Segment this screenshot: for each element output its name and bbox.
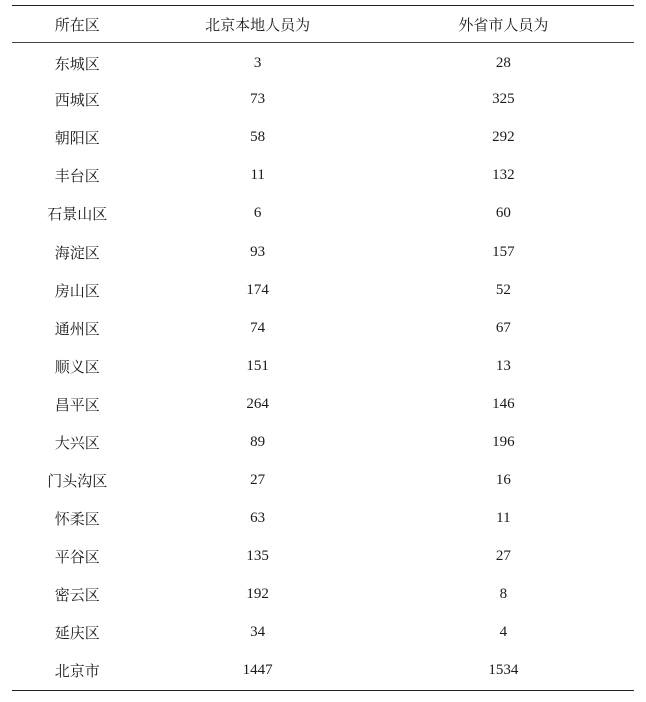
table-row: [12, 119, 634, 157]
cell-district: 丰台区: [54, 169, 100, 186]
cell-district: 顺义区: [54, 359, 100, 376]
cell-district: 怀柔区: [54, 512, 100, 529]
table-row: [12, 500, 634, 538]
cell-beijing-local: 27: [250, 472, 266, 489]
cell-beijing-local: 151: [246, 357, 269, 374]
table-row: [12, 233, 634, 271]
cell-beijing-local: 93: [250, 243, 266, 260]
cell-beijing-local: 174: [246, 281, 269, 298]
table-row: [12, 195, 634, 233]
cell-other-provinces: 1534: [373, 652, 634, 690]
cell-other-provinces: 60: [495, 205, 511, 222]
cell-district: 通州区: [54, 321, 100, 338]
cell-district: 石景山区: [47, 207, 108, 224]
cell-district: 平谷区: [54, 550, 100, 567]
table-row-total: [12, 652, 634, 690]
cell-other-provinces: 8: [499, 586, 508, 603]
table-row: [12, 81, 634, 119]
cell-district: 房山区: [54, 283, 100, 300]
table-row: [12, 423, 634, 461]
cell-beijing-local: 192: [246, 586, 269, 603]
cell-district: 延庆区: [54, 626, 100, 643]
cell-beijing-local: 34: [250, 624, 266, 641]
cell-district: 大兴区: [54, 435, 100, 452]
cell-district: 门头沟区: [47, 474, 108, 491]
cell-other-provinces: 132: [492, 167, 515, 184]
cell-district: 朝阳区: [54, 131, 100, 148]
cell-beijing-local: 58: [250, 129, 266, 146]
table-row: [12, 347, 634, 385]
table-row: [12, 538, 634, 576]
cell-beijing-local: 1447: [143, 652, 373, 690]
header-district: 所在区: [12, 6, 143, 43]
cell-beijing-local: 6: [253, 205, 262, 222]
cell-district: 海淀区: [54, 245, 100, 262]
cell-district: 西城区: [54, 93, 100, 110]
district-personnel-table: [12, 5, 634, 691]
table-row: [12, 43, 634, 81]
table-row: [12, 576, 634, 614]
cell-district: 昌平区: [54, 397, 100, 414]
data-table-container: [12, 5, 634, 691]
cell-beijing-local: 135: [246, 548, 269, 565]
cell-other-provinces: 52: [495, 281, 511, 298]
cell-beijing-local: 264: [246, 395, 269, 412]
cell-other-provinces: 325: [492, 91, 515, 108]
cell-other-provinces: 16: [495, 472, 511, 489]
table-row: [12, 614, 634, 652]
header-beijing-local: 北京本地人员为: [143, 6, 373, 43]
table-row: [12, 309, 634, 347]
cell-other-provinces: 11: [496, 510, 511, 527]
header-other-provinces: 外省市人员为: [373, 6, 634, 43]
table-row: [12, 271, 634, 309]
cell-beijing-local: 89: [250, 433, 266, 450]
table-row: [12, 462, 634, 500]
cell-district: 密云区: [54, 588, 100, 605]
cell-district: 东城区: [54, 56, 100, 73]
cell-beijing-local: 63: [250, 510, 266, 527]
cell-other-provinces: 28: [495, 54, 511, 71]
cell-beijing-local: 74: [250, 319, 266, 336]
cell-district: 北京市: [12, 652, 143, 690]
table-row: [12, 157, 634, 195]
table-body: [12, 43, 634, 691]
cell-other-provinces: 146: [492, 395, 515, 412]
cell-beijing-local: 73: [250, 91, 266, 108]
cell-beijing-local: 3: [253, 54, 262, 71]
cell-beijing-local: 11: [250, 167, 265, 184]
cell-other-provinces: 292: [492, 129, 515, 146]
header-row: [12, 6, 634, 43]
cell-other-provinces: 196: [492, 433, 515, 450]
table-header: [12, 6, 634, 43]
cell-other-provinces: 27: [495, 548, 511, 565]
cell-other-provinces: 4: [499, 624, 508, 641]
cell-other-provinces: 157: [492, 243, 515, 260]
cell-other-provinces: 67: [495, 319, 511, 336]
table-row: [12, 385, 634, 423]
cell-other-provinces: 13: [495, 357, 511, 374]
